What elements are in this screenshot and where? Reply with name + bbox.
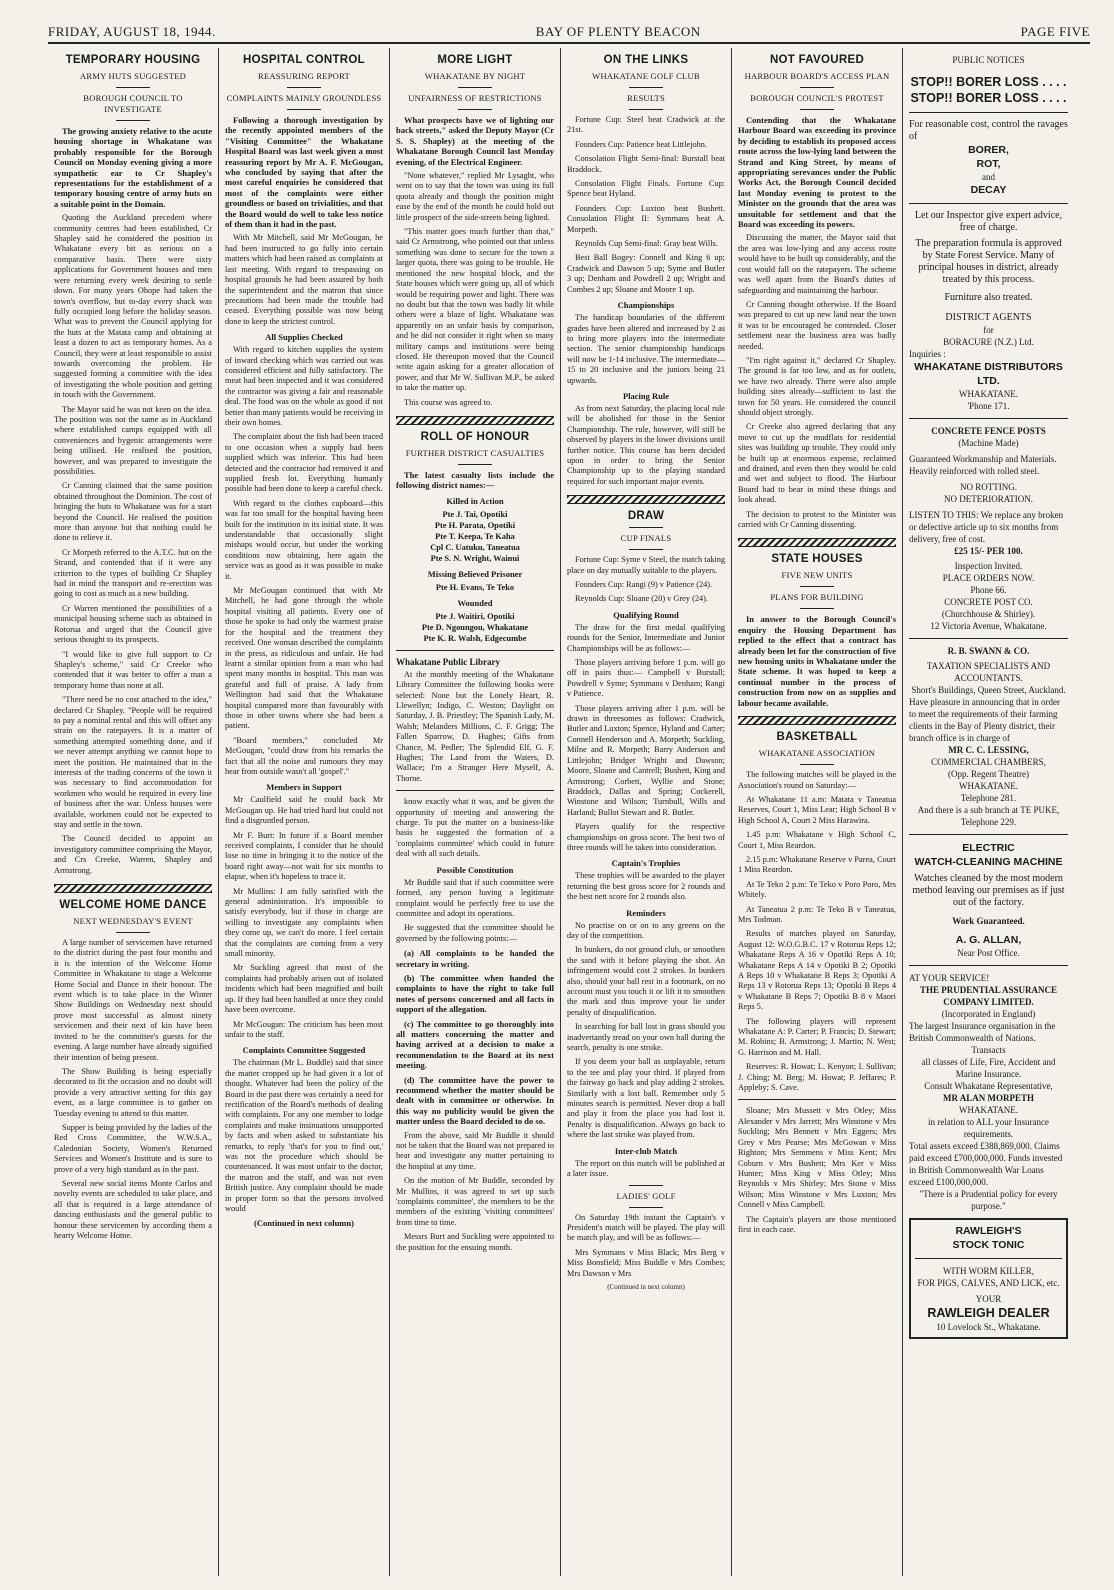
paragraph: Cr Warren mentioned the possibilities of a municipal housing scheme such as obtained in Rotorua and urged that the Council give serious thought to its prospects. (54, 603, 212, 645)
paragraph: Cr Morpeth referred to the A.T.C. hut on the Strand, and contended that if it were any criterion to the types of building Cr Shapley had in mind the transport and re-erection was going to cost as much as a new building. (54, 547, 212, 599)
ad-line: all classes of Life, Fire, Accident and Marine Insurance. (921, 1057, 1056, 1079)
paragraph: "This matter goes much further than that," said Cr Armstrong, who pointed out that unless something was done to secure for the town a larger quota, there was going to be trouble. He mentioned the new hospital block, and the State houses which were going up, all of which would be requiring power and light. There was no doubt but that the town was badly lit while others were a blaze of light. Whakatane was apparently on an unfair basis by comparison, and he did not consider it right when so many military camps and institutions were being closed. He thereupon moved that the Council write again asking for a greater allocation of power, and that Mr W. Sullivan M.P., be asked to take the matter up. (396, 227, 554, 393)
divider (287, 109, 321, 110)
divider (458, 464, 492, 465)
ad-line: For reasonable cost, control the ravages of (909, 119, 1068, 142)
lead-paragraph: Contending that the Whakatane Harbour Board was exceeding its province by deciding to establish its proposed access route across the low-lying land between the Strand and King Street, by means of appropriating serevances under the Public Works Act, the Borough Council decided last Monday evening to protest to the Minister on the grounds that the area was unsuitable for settlement and that the Board was exceeding its powers. (738, 115, 896, 230)
paragraph: Players qualify for the respective championships on gross score. The best two of three rounds will be taken into consideration. (567, 822, 725, 852)
paragraph: If you deem your ball as unplayable, return to the tee and play your third. If played from the fairway go back and play adding 2 strokes. Similarly with a lost ball. Remember only 5 minutes search is permitted. Never drop a ball and play it from the place you had lost it. Penalty is disqualification. Always go back to where the last stroke was played from. (567, 1057, 725, 1140)
prudential-ad (909, 972, 1068, 1212)
casualty-entry: Pte J. Tai, Opotiki (442, 509, 508, 519)
ad-line: Near Post Office. (957, 948, 1020, 958)
ad-line: R. B. SWANN & CO. (947, 646, 1030, 656)
paragraph: Mr Suckling agreed that most of the complaints had probably arisen out of isolated incidents which had been magnified and built up. If they had been handled at once they could have been overcome. (225, 963, 383, 1015)
ad-line: THE PRUDENTIAL ASSURANCE COMPANY LIMITED. (919, 985, 1058, 1007)
ad-line: The preparation formula is approved by State Forest Service. Many of principal houses in district, already treated by this process. (915, 238, 1062, 285)
masthead (48, 22, 1090, 44)
paragraph: Several new social items Monte Carlos and novelty events are scheduled to take place, and all that is required is a large attendance of dancing enthusiasts and the general public to honour these servicemen by according them a hearty Welcome Home. (54, 1178, 212, 1240)
paragraph: At the monthly meeting of the Whakatane Library Committee the following books were selected: None but the Lonely Heart, R. Llewellyn; Indigo, C. Weston; Daylight on Saturday, J. B. Priestley; The Spanish Lady, M. Walsh; Melanders Millions, C. F. Grigg; The Fallen Sparrow, D. Hughes; Gifts from Chance, M. Pedler; The Splendid Elf, G. F. Hughes; The Land from the Waters, D. Wallace; I'm a Stranger Here Myself, A. Thorne. (396, 669, 554, 783)
divider (396, 650, 554, 651)
divider (458, 109, 492, 110)
subhead: FURTHER DISTRICT CASUALTIES (405, 447, 545, 458)
continued-note: (Continued in next column) (607, 1282, 685, 1291)
ad-line: FOR PIGS, CALVES, AND LICK, etc. (917, 1278, 1060, 1288)
divider (629, 549, 663, 550)
divider (800, 764, 834, 765)
paragraph: "I would like to give full support to Cr Shapley's scheme," said Cr Creeke who contended that it was better to offer a man a temporary home than none at all. (54, 649, 212, 690)
paragraph: Mrs Symmans v Miss Black; Mrs Berg v Miss Bonsfield; Miss Buddle v Mrs Combes; Mrs Dawson v Mrs (567, 1247, 725, 1278)
column-2 (219, 48, 390, 1576)
divider (116, 932, 150, 933)
swann-ad (909, 645, 1068, 828)
paragraph: At Whakatane 11 a.m: Matata v Taneatua Reserves, Court 1, Miss Lear; High School B v High School A, Court 2 Miss Harawira. (738, 794, 896, 825)
column-6-public-notices (903, 48, 1074, 1576)
point-b: (b) The committee when handed the complaints to have the right to take full notes of persons concerned and all facts in support of the allegation. (396, 972, 554, 1015)
ad-line: Telephone 281. (960, 793, 1017, 803)
paragraph: Reserves: R. Howat; L. Kenyon; I. Sullivan; J. Ching; M. Berg; M. Howat; P. Jeffares; P. Appleby; S. Cave. (738, 1062, 896, 1093)
ad-line: 12 Victoria Avenue, Whakatane. (930, 621, 1047, 631)
ad-line: (Machine Made) (958, 438, 1019, 448)
wavy-divider (738, 538, 896, 547)
paper-title: BAY OF PLENTY BEACON (535, 24, 701, 39)
subhead: RESULTS (627, 93, 665, 103)
subhead: ARMY HUTS SUGGESTED (79, 71, 187, 81)
paragraph: Founders Cup: Rangi (9) v Patience (24). (575, 580, 713, 589)
ad-line: RAWLEIGH'S (955, 1225, 1022, 1237)
section-subhead: Members in Support (266, 782, 342, 793)
issue-date: FRIDAY, AUGUST 18, 1944. (48, 24, 216, 39)
point-d: (d) The committee have the power to recommend whether the matter should be dealt with in committee or otherwise. In this way no publicity would be given the matter unless the Board decided to do so. (396, 1074, 554, 1127)
wavy-divider (738, 716, 896, 725)
section-subhead: Wounded (457, 597, 493, 608)
ad-line: Inspection Invited. (954, 561, 1023, 571)
divider (458, 87, 492, 88)
ad-line: WHAKATANE. (958, 389, 1019, 399)
ad-line: in relation to ALL your Insurance requirements. (928, 1117, 1049, 1139)
headline-not-favoured: NOT FAVOURED (769, 54, 865, 66)
divider (800, 608, 834, 609)
casualty-entry: Pte H. Evans, Te Teko (435, 582, 515, 592)
ad-line: "There is a Prudential policy for every purpose." (919, 1189, 1058, 1211)
ad-line: BORACURE (N.Z.) Ltd. (943, 337, 1034, 347)
ad-line: CONCRETE FENCE POSTS (931, 426, 1046, 436)
column-1 (48, 48, 219, 1576)
divider (909, 112, 1068, 113)
subhead: REASSURING REPORT (258, 71, 350, 81)
point-c: (c) The committee to go thoroughly into all matters concerning the matter and having arrived at a decision to make a recommendation to the Board at its next meeting. (396, 1018, 554, 1071)
paragraph: Mr Buddle said that if such committee were formed, any person having a legitimate complaint would be perfectly free to use the committee and adopt its operations. (396, 877, 554, 918)
lead-paragraph: What prospects have we of lighting our back streets," asked the Deputy Mayor (Cr S. S. Shapley) at the meeting of the Whakatane Borough Council last Monday evening, of the Electrical Engineer. (396, 115, 554, 167)
subhead: HARBOUR BOARD'S ACCESS PLAN (744, 71, 890, 81)
paragraph: He suggested that the committee should be governed by the following points:— (396, 923, 554, 943)
divider (800, 586, 834, 587)
subhead: UNFAIRNESS OF RESTRICTIONS (408, 93, 542, 103)
paragraph: From the above, said Mr Buddle it should not be taken that the Board was not prepared to hear and investigate any matter pertaining to the hospital at any time. (396, 1130, 554, 1171)
paragraph: The complaint about the fish had been traced to one occasion when a supply had been supplied which was inferior. This had been detected and the contractor had removed it and supplied fresh lot. Everything humanly possible had been done to keep a careful check. (225, 432, 383, 494)
section-subhead: Inter-club Match (614, 1145, 678, 1156)
wavy-divider (567, 495, 725, 504)
lead-paragraph: The growing anxiety relative to the acute housing shortage in Whakatane was probably responsible for the Borough Council on Monday evening giving a more sympathetic ear to Cr Shapley's representations for the establishment of a temporary housing centre of army huts on a suitable point in the Domain. (54, 126, 212, 209)
ad-line: ROT, (976, 158, 1001, 170)
ad-line: Transacts (971, 1045, 1006, 1055)
paragraph: The chairman (Mr L. Buddle) said that since the matter cropped up he had given it a lot of thought. Whatever had been the policy of the Board in the past there was certainly a need for rectification of the Board's methods of dealing with complaints. For any one member to lodge complaints and make insinuations unsupported by facts and when asked to substantiate his remarks, to reply 'that's for you to find out,' was not the procedure which should be countenanced. It was most unfair to the doctor, the matron and the staff, and was not even British justice. Any complaint should be made in proper form so that the persons involved would (225, 1058, 383, 1213)
ad-line: Furniture also treated. (944, 292, 1033, 303)
paragraph: The following matches will be played in the Association's round on Saturday:— (738, 770, 896, 790)
ad-line: And there is a sub branch at TE PUKE, Telephone 229. (917, 805, 1060, 827)
paragraph: "Board members," concluded Mr McGougan, "could draw from his remarks the fact that all the noise and rumours they may hear from outside wasn't all 'gospel'." (225, 735, 383, 776)
divider (800, 87, 834, 88)
paragraph: Cr Canning thought otherwise. If the Board was prepared to cut up new land near the town it was to be encouraged he contended. Closer settlement near the business area was badly needed. (738, 299, 896, 351)
section-subhead: Killed in Action (446, 495, 504, 506)
paragraph: On Saturday 19th instant the Captain's v President's match will be played. The play will be match play, and will be as follows:— (567, 1212, 725, 1243)
subhead: PLANS FOR BUILDING (770, 592, 864, 603)
lead-paragraph: The latest casualty lists include the following district names:— (396, 469, 554, 491)
divider (629, 1185, 663, 1186)
casualty-entry: Pte S. N. Wright, Wainui (430, 553, 520, 563)
paragraph: Mr Caulfield said he could back Mr McGougan up. He had tried hard but could not find a disgruntled person. (225, 795, 383, 826)
headline-more-light: MORE LIGHT (437, 54, 513, 66)
paragraph: As from next Saturday, the placing local rule will be abolished for those in the Senior Championship. The rule, however, will still be observed by players in the lower divisions until further notice. This course has been decided upon in order to bring the Senior Championship up to the playing standard required for such important major events. (567, 403, 725, 486)
paragraph: Mr McGougan: The criticism has been most unfair to the staff. (225, 1019, 383, 1039)
column-4 (561, 48, 732, 1576)
paragraph: know exactly what it was, and be given the opportunity of meeting and answering the charge. To put the matter on a business-like basis he suggested the formation of a 'complaints committee' which could in future deal with all such details. (396, 797, 554, 859)
paragraph: The handicap boundaries of the different grades have been altered and increased by 2 as to bring more players into the intermediate section. The senior championship handicaps will now be 1-14 inclusive. The intermediate—15 to 20 inclusive and the juniors being 21 upwards. (567, 313, 725, 385)
section-subhead: Captain's Trophies (611, 858, 681, 869)
paragraph: Reynolds Cup Semi-final: Gray beat Wills. (575, 239, 718, 249)
paragraph: Fortune Cup: Steel beat Cradwick at the 21st. (567, 115, 725, 135)
ad-line: BORER, (968, 144, 1009, 156)
divider (909, 965, 1068, 966)
columns (48, 48, 1090, 1576)
ad-line: 10 Lovelock St., Whakatane. (936, 1322, 1041, 1332)
casualty-list-missing (396, 582, 554, 593)
section-subhead: Possible Constitution (436, 864, 514, 875)
ad-line: LISTEN TO THIS: We replace any broken or defective article up to six months from delivery, free of cost. (909, 510, 1064, 544)
casualty-entry: Pte K. R. Walsh, Edgecumbe (423, 633, 527, 643)
ad-line: AT YOUR SERVICE! (909, 973, 990, 983)
paragraph: No practise on or on to any greens on the day of the competition. (567, 920, 725, 940)
paragraph: Sloane; Mrs Mussett v Mrs Otley; Miss Alexander v Mrs Jarrett; Mrs Winstone v Mrs Suckling; Mrs Bennett v Mrs Eggers; Mrs Grey v Mrs Pearse; Mrs McGowan v Miss Righton; Mrs Semmens v Miss Kent; Mrs Coburn v Mrs Bushett; Mrs Ker v Miss Hunter; Miss King v Miss Otley; Miss Reynolds v Mrs Shirley; Mrs Stone v Miss Wilson; Miss Winstone v Mrs Luxton; Mrs Connell v Miss Campbell. (738, 1106, 896, 1210)
ad-line: WHAKATANE. (958, 1105, 1019, 1115)
section-subhead: All Supplies Checked (265, 332, 343, 343)
paragraph: Those players arriving before 1 p.m. will go off in pairs thus:— Campbell v Burstall; Powdrell v Syme; Symmans v Denham; Rangi v Patience. (567, 658, 725, 699)
paragraph: Founders Cup: Luxton beat Bushett. Consolation Flight II: Symmans beat A. Morpeth. (567, 203, 725, 234)
paragraph: Fortune Cup: Syme v Steel, the match taking place on day mutually suitable to the players. (567, 555, 725, 575)
section-subhead: Placing Rule (622, 390, 670, 401)
subhead: WHAKATANE GOLF CLUB (592, 71, 700, 81)
paragraph: The Mayor said he was not keen on the idea. The position was not the same as in Auckland where established camps equipped with all conveniences and hygenic arrangements were being utilised. He realised the position, however, and was prepared to investigate the possibilities. (54, 404, 212, 476)
divider (629, 87, 663, 88)
casualty-list-wounded (396, 611, 554, 644)
notices-title: PUBLIC NOTICES (952, 55, 1025, 65)
divider (629, 527, 663, 528)
paragraph: 2.15 p.m: Whakatane Reserve v Parea, Court 1 Miss Reardon. (738, 854, 896, 875)
ad-line: Guaranteed Workmanship and Materials. Heavily reinforced with rolled steel. (909, 454, 1057, 476)
paragraph: On the motion of Mr Buddle, seconded by Mr Mullins, it was agreed to set up such 'complaints committee', the members to be the members of the existing 'visiting committees' from time to time. (396, 1176, 554, 1227)
casualty-list-killed (396, 509, 554, 564)
ad-line: Watches cleaned by the most modern method leaving our premises as if just out of the factory. (912, 873, 1065, 908)
ad-line: Inquiries : (909, 349, 946, 359)
paragraph: Founders Cup: Patience beat Littlejohn. (575, 139, 708, 149)
ad-line: A. G. ALLAN, (955, 934, 1022, 946)
wavy-divider (54, 884, 212, 893)
paragraph: Mr F. Burt: In future if a Board member received complaints, I consider that he should lose no time in bringing it to the notice of the board right away—not wait for six months to elapse, when it's hopeless to trace it. (225, 830, 383, 882)
column-3 (390, 48, 561, 1576)
paragraph: Consolation Flight Semi-final: Burstall beat Braddock. (567, 154, 725, 174)
subhead: WHAKATANE BY NIGHT (424, 71, 526, 81)
divider (629, 1207, 663, 1208)
paragraph: Mr McGougan continued that with Mr Mitchell, he had gone through the whole hospital visiting all patients. Every one of those he spoke to had only the warmest praise for the hospital and the treatment they received. One woman described the complaints in the press, as ridiculous and unfair. He had learnt a similar opinion from a man who had spent many months in hospital. This man was grateful and full of praise. A lady from Wellington had said that the Whakatane hospital compared more than favourably with those in other towns where she had been a patient. (225, 586, 383, 731)
paragraph: With regard to the clothes cupboard—this was far too small for the hospital having been built for the institution in its initial state. It was understandable that occasionally slight mishaps would occur, but under the working conditions now obtaining, here again the service was as good as it was possible to make it. (225, 498, 383, 581)
paragraph: Messrs Burt and Suckling were appointed to the position for the ensuing month. (396, 1232, 554, 1252)
subhead: BOROUGH COUNCIL'S PROTEST (750, 93, 884, 103)
paragraph: Supper is being provided by the ladies of the Red Cross Committee, the W.W.S.A., Caledonian Society, Women's Returned Services and Women's Institute and is sure to prove of a very high standard as in the past. (54, 1122, 212, 1174)
ad-line: Short's Buildings, Queen Street, Auckland. (911, 685, 1066, 695)
ad-line: YOUR (975, 1294, 1002, 1304)
paragraph: Discussing the matter, the Mayor said that the area was low-lying and any access route would have to be built up considerably, and the cost would fall on the ratepayers. The scheme was well apart from the Board's duties of safeguarding and maintaining the harbour. (738, 233, 896, 295)
headline-temporary-housing: TEMPORARY HOUSING (65, 54, 201, 66)
paragraph: "I'm right against it," declared Cr Shapley. The ground is far too low, and as for outlets, we have two already. There were also ample building sites already—sufficient to last the town for 50 years. He considered the council should object strongly. (738, 355, 896, 417)
casualty-entry: Pte T. Keepa, Te Kaha (435, 531, 515, 541)
casualty-entry: Pte J. Waitiri, Opotiki (435, 611, 515, 621)
headline-on-the-links: ON THE LINKS (603, 54, 689, 66)
divider (287, 87, 321, 88)
paragraph: In bunkers, do not ground club, or smoothen the sand with it before playing the shot. An infringement would cost 2 strokes. In bunkers also, should your ball rest in a footmark, on no account must you touch it or lift it to smoothen the mark and thus improve your lie under penalty of disqualification. (567, 945, 725, 1017)
fence-posts-ad (909, 425, 1068, 632)
paragraph: With regard to kitchen supplies the system of inward checking which was carried out was considered efficient and fully satisfactory. The meat had been inspected and it was considered the contractor was giving a fair and reasonable deal. The food was on the whole as good if not better than many patients would be receiving in their own homes. (225, 345, 383, 427)
casualty-entry: Pte H. Parata, Opotiki (434, 520, 516, 530)
subhead: WHAKATANE ASSOCIATION (758, 748, 876, 759)
paragraph: At Te Teko 2 p.m: Te Teko v Poro Poro, Mrs Whitely. (738, 879, 896, 900)
ad-line: Consult Whakatane Representative, (924, 1081, 1053, 1091)
ad-line: Phone 66. (970, 585, 1007, 595)
ad-line: DECAY (970, 184, 1007, 196)
subhead: NEXT WEDNESDAY'S EVENT (73, 916, 193, 927)
ad-line: The largest Insurance organisation in the British Commonwealth of Nations. (909, 1021, 1056, 1043)
divider (116, 120, 150, 121)
subhead: FIVE NEW UNITS (781, 570, 853, 581)
paragraph: Cr Creeke also agreed declaring that any move to cut up the mudflats for residential sites was building up trouble. They could only be built up at enormous expense, reclaimed and drained, and even then they would be cold and wet and subject to flood. The Harbour Board had to bear in mind these things and look ahead. (738, 422, 896, 505)
divider (909, 638, 1068, 639)
headline-ladies-golf: LADIES' GOLF (616, 1190, 676, 1201)
section-subhead: Reminders (626, 907, 666, 918)
headline-basketball: BASKETBALL (776, 731, 858, 744)
casualty-entry: Cpl C. Uatuku, Taneatua (430, 542, 520, 552)
paragraph: Results of matches played on Saturday, August 12: W.O.G.B.C. 17 v Rotorua Reps 12; Whakatane Reps A 16 v Opotiki Reps A 10; Whakatane Reps A 14 v Opotiki B 2; Opotiki A Reps 10 v Whakatane B Reps 3; Opotiki A Reps 13 v Rotorua Reps 13; Opotiki B Reps 4 v Whakatane B Reps 7; Opotiki B 8 v Maori Reps 5. (738, 929, 896, 1012)
subhead: COMPLAINTS MAINLY GROUNDLESS (226, 93, 382, 103)
paragraph: At Taneatua 2 p.m: Te Teko B v Taneatua, Mrs Todman. (738, 904, 896, 924)
paragraph: Consolation Flight Finals. Fortune Cup: Spence beat Hyland. (567, 179, 725, 199)
ad-line: NO ROTTING. (960, 482, 1017, 492)
ad-line: (Churchhouse & Shirley). (941, 609, 1036, 619)
ad-line: ELECTRIC (962, 842, 1015, 854)
paragraph: The Show Building is being especially decorated to fit the occasion and no doubt will provide a very attractive setting for this gay event, as a large committee is to gather on Tuesday evening to attend to this matter. (54, 1066, 212, 1118)
ad-line: WHAKATANE. (958, 781, 1019, 791)
ad-line: TAXATION SPECIALISTS AND ACCOUNTANTS. (926, 661, 1051, 683)
divider (800, 109, 834, 110)
paragraph: With Mr Mitchell, said Mr McGougan, he had been instructed to go fully into certain matters which had been raised as complaints at last meeting. With regard to trespassing on hospital grounds he had been assured by both the superintendent and the matron that since precautions had been made the trouble had ceased. Everything possible was now being done to keep the strictest control. (225, 233, 383, 326)
paragraph: "There need be no cost attached to the idea," declared Cr Shapley. "People will be required to pay a nominal rental and this will offset any strain on the ratepayers. It is a matter of something attempted something done, and if we never attempt anything we cannot hope to meet the position. He maintained that in the interests of the trading concerns of the town it was necessary to find accommodation for workmen who would be required in every line of business after the war. Unless houses were available, workmen could not be expected to stay and settle in the town. (54, 695, 212, 829)
ad-line: MR ALAN MORPETH (943, 1093, 1034, 1103)
headline-state-houses: STATE HOUSES (771, 553, 863, 566)
ad-line: STOP!! BORER LOSS . . . . (910, 75, 1067, 89)
lead-paragraph: Following a thorough investigation by the recently appointed members of the "Visiting Committee" the Whakatane Hospital Board was last week given a most reassuring report by Mr A. F. McGougan, who concluded by saying that after the most careful enquiries he considered that most of the complaints were either groundless or based on trivialities, and that the Board would do well to take less notice of them than it had in the past. (225, 115, 383, 230)
subhead: CUP FINALS (620, 533, 672, 544)
ad-line: RAWLEIGH DEALER (927, 1306, 1050, 1320)
section-subhead: Championships (617, 300, 675, 311)
paragraph: Reynolds Cup: Sloane (20) v Grey (24). (575, 594, 708, 604)
rawleigh-ad (909, 1218, 1068, 1339)
ad-line: STOCK TONIC (952, 1239, 1025, 1251)
ad-line: Total assets exceed £388,869,000. Claims paid exceed £700,000,000. Funds invested in British Commonwealth War Loans exceed £100,000,000. (909, 1141, 1063, 1187)
divider (909, 834, 1068, 835)
paragraph: In searching for ball lost in grass should you inadvertantly tread on your own ball during the search, penalty is one stroke. (567, 1022, 725, 1053)
divider (915, 1258, 1062, 1259)
ad-line: COMMERCIAL CHAMBERS, (931, 757, 1046, 767)
divider (629, 109, 663, 110)
paragraph: The decision to protest to the Minister was carried with Cr Canning dissenting. (738, 509, 896, 530)
ad-line: and (982, 172, 995, 182)
ad-line: Let our Inspector give expert advice, free of charge. (914, 210, 1063, 233)
subhead: BOROUGH COUNCIL TO INVESTIGATE (83, 93, 183, 114)
ad-line: for (983, 325, 994, 335)
paragraph: 1.45 p.m: Whakatane v High School C, Court 1, Miss Reardon. (738, 830, 896, 850)
ad-line: DISTRICT AGENTS (945, 312, 1032, 323)
paragraph: The draw for the first medal qualifying rounds for the Senior, Intermediate and Junior Championships will be as follows:— (567, 622, 725, 653)
casualty-entry: Pte D. Ngoungou, Whakatane (421, 622, 529, 632)
ad-line: (Incorporated in England) (941, 1009, 1036, 1019)
ad-line: MR C. C. LESSING, (948, 745, 1029, 755)
headline-library: Whakatane Public Library (396, 656, 501, 667)
paragraph: "None whatever," replied Mr Lysaght, who went on to say that the town was using its full quota already and though the position might ease by the end of the month he could hold out little prospect of the side-streets being lighted. (396, 171, 554, 222)
headline-roll-of-honour: ROLL OF HONOUR (420, 430, 530, 443)
paragraph: The following players will represent Whakatane A: P. Carter; P. Francis; D. Stewart; M. Robins; B. Armstrong; J. Martin; N. West; G. Harrison and M. Hall. (738, 1016, 896, 1057)
divider (909, 418, 1068, 419)
ad-line: CONCRETE POST CO. (944, 597, 1033, 607)
headline-hospital-control: HOSPITAL CONTROL (243, 54, 365, 66)
headline-welcome-home-dance: WELCOME HOME DANCE (59, 899, 207, 912)
paragraph: A large number of servicemen have returned to the district during the past four months and it is the intention of the Welcome Home Committee in Whakatane to stage a Welcome Home Social and Dance in their honour. The event which is to take place in the Winter Show Buildings on Wednesday next should prove most successful as almost ninety servicemen and their next of kin have been invited to be the committee's guests for the evening. A large number have already signified their intention of being present. (54, 938, 212, 1062)
paragraph: Mr Mullins: I am fully satisfied with the general administration. It's impossible to satisfy everybody, but if those in charge are willing to investigate any complaints when they come up, we can't do more. I feel certain that the complaints are coming from a very small minority. (225, 886, 383, 959)
paragraph: This course was agreed to. (404, 397, 493, 407)
ad-line: 'Phone 171. (967, 401, 1010, 411)
continued-note: (Continued in next column) (254, 1218, 354, 1229)
divider (909, 203, 1068, 204)
paragraph: Quoting the Auckland precedent where community centres had been established, Cr Shapley said he considered the position in Whakatane every bit as serious on a comparative basis. There were sixty applications for Government houses and men were returning every week desiring to settle down. For many years Ohope had taken the town's overflow, but to-day every shack was fully occupied long before the holiday season. What was to prevent the Council applying for the huts at the Matata camp and obtaining at least a dozen to act as temporary homes. As a Council, they were at least responsible to assist towards overcoming the problem. He suggested forming a committee with the idea of investigating the whole position and getting in touch with the Government. (54, 213, 212, 400)
ad-line: Work Guaranteed. (952, 916, 1025, 926)
section-subhead: Qualifying Round (613, 609, 679, 620)
ad-line: STOP!! BORER LOSS . . . . (910, 91, 1067, 105)
paragraph: The Council decided to appoint an investigatory committee comprising the Mayor, and Crs Creeke, Warren, Shapley and Armstrong. (54, 834, 212, 875)
ad-line: Have pleasure in announcing that in order to meet the requirements of their farming clients in the Bay of Plenty district, their branch office is in charge of (909, 697, 1060, 743)
divider (396, 790, 554, 791)
ad-line: NO DETERIORATION. (944, 494, 1033, 504)
paragraph: Those players arriving after 1 p.m. will be drawn in threesomes as follows: Cradwick, Butler and Luxton; Spence, Hyland and Carter; Connell Henderson and A. Morpeth; Suckling, Milne and R. Morpeth; Barry Anderson and Littlejohn; Bridger Wright and Dawson; Moore, Sloane and Cantrell; Bushett, King and Armstrong; Corbett, Wyllie and Stone; Braddock, Dallas and Spring; Cockerell, Winstone and Wilson; Turnbull, Wills and Harland; Bullot Stewart and R. Butler. (567, 703, 725, 817)
lead-paragraph: In answer to the Borough Council's enquiry the Housing Department has replied to the effect that a contract has already been let for the construction of five new housing units in Whakatane under the State scheme. It was hoped to keep a continual number in the process of construction from now on as supplies and labour became available. (738, 614, 896, 708)
ad-line: £25 15/- PER 100. (954, 546, 1023, 556)
paragraph: Cr Canning claimed that the same position obtained throughout the Dominion. The cost of bringing the huts to Whakatane was for a start beyond the Council. He realised the position more than anyone but that nothing could be done to relieve it. (54, 481, 212, 543)
paragraph: The report on this match will be published at a later issue. (567, 1158, 725, 1179)
paragraph: The Captain's players are those mentioned first in each case. (738, 1214, 896, 1234)
paragraph: Best Ball Bogey: Connell and King 6 up; Cradwick and Dawson 5 up; Syme and Butler 3 up; Denham and Powdrell 2 up; Wright and Combes 2 up; Sloane and Moore 1 up. (567, 253, 725, 294)
ad-line: PLACE ORDERS NOW. (942, 573, 1035, 583)
watch-ad (909, 841, 1068, 959)
divider (116, 87, 150, 88)
headline-draw: DRAW (627, 510, 665, 523)
ad-line: WITH WORM KILLER, (942, 1266, 1035, 1276)
section-subhead: Missing Believed Prisoner (427, 568, 523, 579)
divider (738, 1099, 896, 1100)
paragraph: These trophies will be awarded to the player returning the best gross score for 2 rounds and the best nett score for 2 rounds also. (567, 871, 725, 902)
borer-ad (909, 74, 1068, 412)
section-subhead: Complaints Committee Suggested (242, 1045, 366, 1056)
ad-line: (Opp. Regent Theatre) (947, 769, 1030, 779)
column-5 (732, 48, 903, 1576)
point-a: (a) All complaints to be handed the secretary in writing. (396, 948, 554, 969)
ad-line: WATCH-CLEANING MACHINE (914, 856, 1063, 868)
wavy-divider (396, 416, 554, 425)
ad-line: WHAKATANE DISTRIBUTORS LTD. (914, 361, 1063, 387)
page-number: PAGE FIVE (1020, 24, 1090, 39)
